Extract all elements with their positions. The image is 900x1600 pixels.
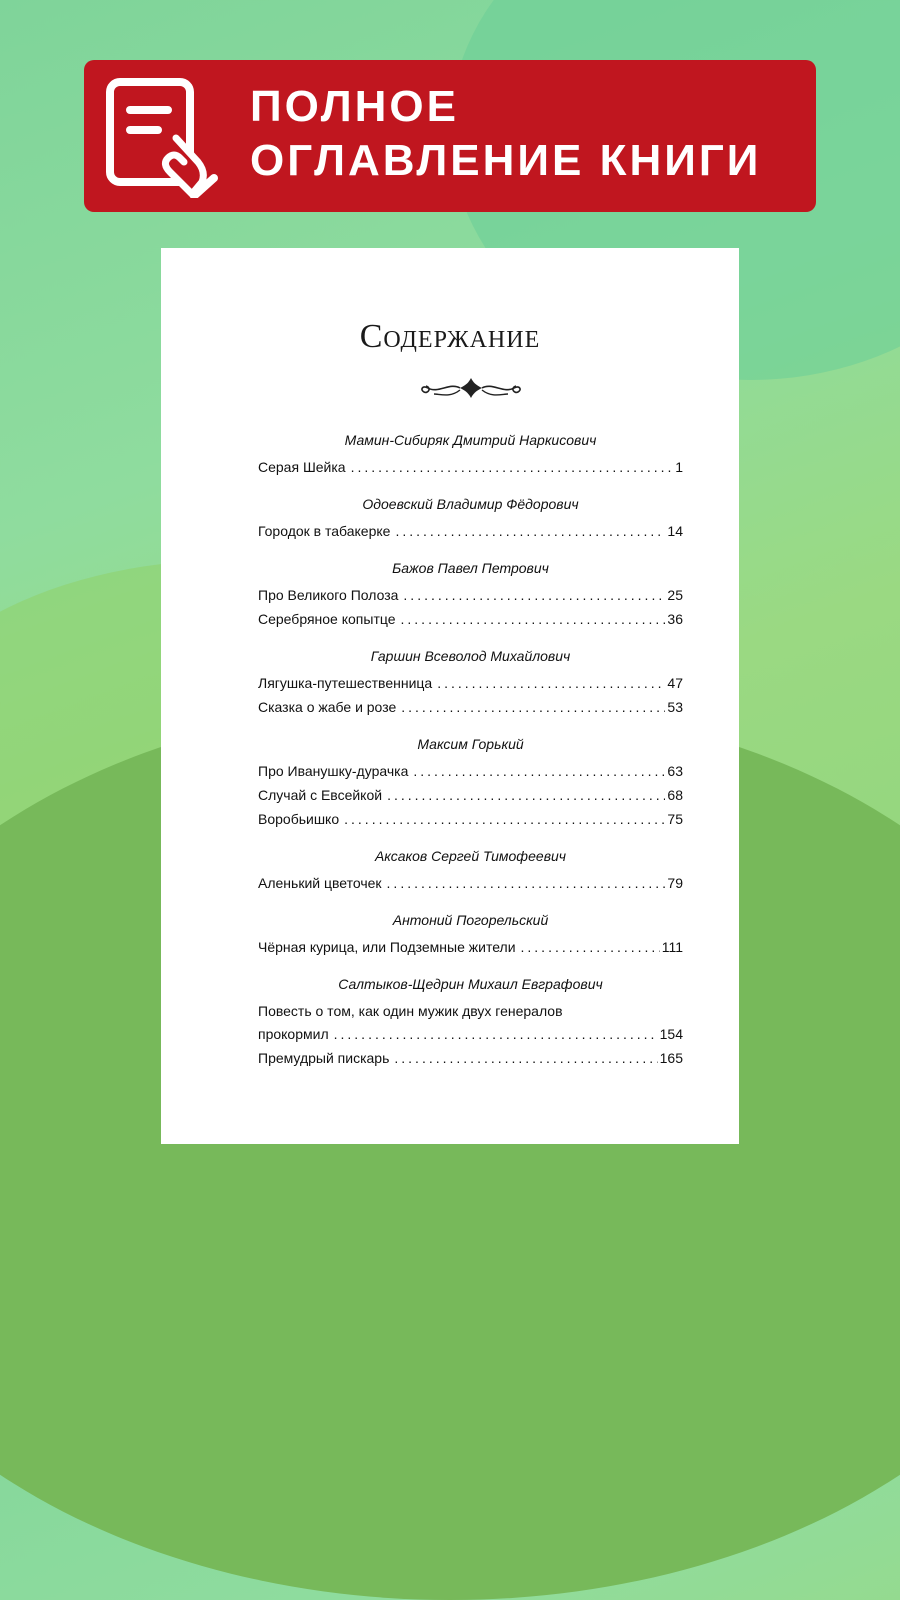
author-name: Салтыков-Щедрин Михаил Евграфович [338,976,603,992]
page-number: 165 [659,1050,683,1066]
author-name: Антоний Погорельский [392,912,549,928]
toc-entry [258,523,683,547]
entry-title: Серая Шейка [258,459,346,475]
page-number: 1 [675,459,683,475]
entry-title: Чёрная курица, или Подземные жители [258,939,516,955]
toc-entry [258,811,683,835]
entry-title: Аленький цветочек [258,875,382,891]
page-number: 14 [667,523,683,539]
dot-leader [401,699,665,715]
document-hand-icon [106,78,226,198]
toc-section [258,648,683,723]
entry-title: Премудрый пискарь [258,1050,390,1066]
dot-leader [351,459,674,475]
floral-ornament-icon [416,372,526,404]
toc-entry [258,587,683,611]
dot-leader [387,875,666,891]
entry-title: Лягушка-путешественница [258,675,433,691]
entry-title: Серебряное копытце [258,611,396,627]
dot-leader [344,811,665,827]
entry-title: Случай с Евсейкой [258,787,383,803]
page-title: Содержание [359,318,541,355]
page-number: 75 [667,811,683,827]
banner-title-line1: ПОЛНОЕ [250,82,459,131]
toc-entry [258,1050,683,1074]
entry-title: Воробьишко [258,811,340,827]
banner-title-line2: ОГЛАВЛЕНИЕ КНИГИ [250,136,762,185]
page-number: 111 [661,939,683,955]
dot-leader [394,1050,657,1066]
toc-section [258,976,683,1074]
toc-entry [258,875,683,899]
author-name: Бажов Павел Петрович [392,560,549,576]
page-number: 47 [667,675,683,691]
dot-leader [437,675,665,691]
page-number: 25 [667,587,683,603]
toc-entry [258,939,683,963]
toc-entry [258,459,683,483]
page-number: 53 [667,699,683,715]
author-name: Аксаков Сергей Тимофеевич [374,848,567,864]
dot-leader [403,587,665,603]
author-name: Одоевский Владимир Фёдорович [362,496,579,512]
toc-entry [258,763,683,787]
dot-leader [395,523,665,539]
entry-title: Сказка о жабе и розе [258,699,397,715]
toc-section [258,912,683,963]
toc-section [258,432,683,483]
book-page [161,248,739,1144]
toc-entry [258,611,683,635]
toc-entry [258,675,683,699]
dot-leader [413,763,665,779]
title-banner [84,60,816,212]
toc-entry [258,787,683,811]
entry-title: прокормил [258,1026,329,1042]
dot-leader [521,939,660,955]
entry-title: Про Великого Полоза [258,587,399,603]
page-number: 36 [667,611,683,627]
entry-title: Городок в табакерке [258,523,391,539]
dot-leader [334,1026,658,1042]
banner-title [250,80,761,188]
author-name: Гаршин Всеволод Михайлович [370,648,571,664]
page-number: 79 [667,875,683,891]
toc-section [258,496,683,547]
page-number: 63 [667,763,683,779]
toc-section [258,560,683,635]
page-number: 154 [659,1026,683,1042]
entry-title-line1: Повесть о том, как один мужик двух генералов [258,1003,563,1019]
toc-entry [258,699,683,723]
author-name: Максим Горький [417,736,524,752]
toc-section [258,736,683,835]
toc-section [258,848,683,899]
toc-entry [258,1026,683,1050]
dot-leader [401,611,666,627]
entry-title: Про Иванушку-дурачка [258,763,409,779]
dot-leader [387,787,665,803]
page-number: 68 [667,787,683,803]
author-name: Мамин-Сибиряк Дмитрий Наркисович [344,432,597,448]
table-of-contents [258,432,683,1087]
